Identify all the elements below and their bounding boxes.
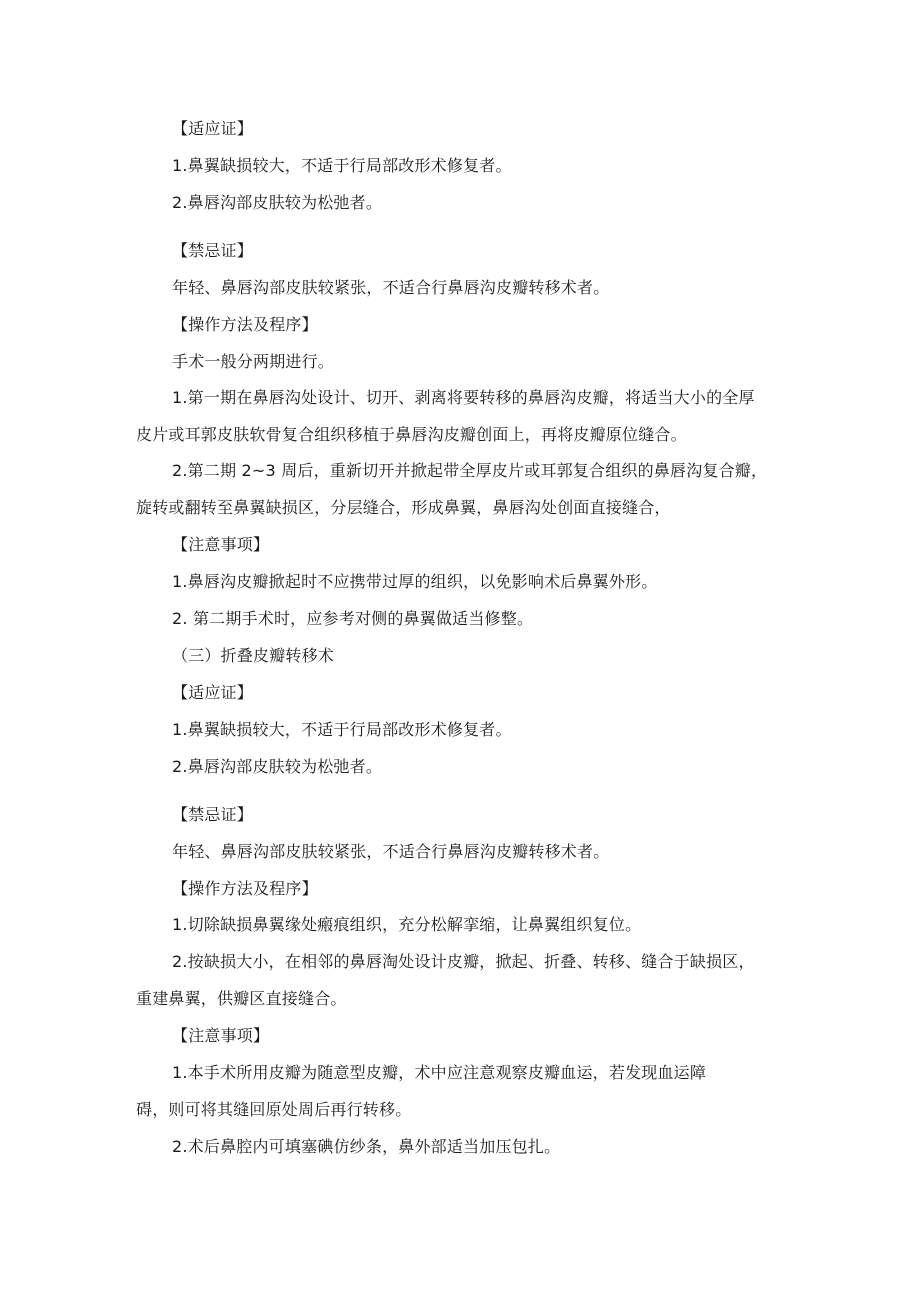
procedure-heading: 【操作方法及程序】 xyxy=(172,879,318,898)
section-title: （三）折叠皮瓣转移术 xyxy=(172,646,335,665)
contraindications-text: 年轻、鼻唇沟部皮肤较紧张，不适合行鼻唇沟皮瓣转移术者。 xyxy=(172,842,610,861)
contraindications-heading: 【禁忌证】 xyxy=(172,241,254,260)
notes-item-2: 2. 第二期手术时，应参考对侧的鼻翼做适当修整。 xyxy=(172,609,534,628)
indications-item-2: 2.鼻唇沟部皮肤较为松弛者。 xyxy=(172,193,383,212)
notes-item-1-line-1: 1.本手术所用皮瓣为随意型皮瓣，术中应注意观察皮瓣血运，若发现血运障 xyxy=(172,1063,707,1082)
contraindications-heading: 【禁忌证】 xyxy=(172,805,254,824)
procedure-item-2-line-1: 2.按缺损大小，在相邻的鼻唇淘处设计皮瓣，掀起、折叠、转移、缝合于缺损区， xyxy=(172,952,755,971)
indications-heading: 【适应证】 xyxy=(172,119,254,138)
procedure-heading: 【操作方法及程序】 xyxy=(172,315,318,334)
notes-heading: 【注意事项】 xyxy=(172,1026,270,1045)
notes-item-1-line-2: 碍，则可将其缝回原处周后再行转移。 xyxy=(136,1100,412,1119)
procedure-item-2-line-1: 2.第二期 2~3 周后，重新切开并掀起带全厚皮片或耳郭复合组织的鼻唇沟复合瓣， xyxy=(172,461,768,480)
indications-item-2: 2.鼻唇沟部皮肤较为松弛者。 xyxy=(172,757,383,776)
notes-item-2: 2.术后鼻腔内可填塞碘仿纱条，鼻外部适当加压包扎。 xyxy=(172,1137,561,1156)
notes-heading: 【注意事项】 xyxy=(172,535,270,554)
procedure-intro: 手术一般分两期进行。 xyxy=(172,352,335,371)
procedure-item-1: 1.切除缺损鼻翼缘处瘢痕组织，充分松解挛缩，让鼻翼组织复位。 xyxy=(172,915,642,934)
procedure-item-1-line-1: 1.第一期在鼻唇沟处设计、切开、剥离将要转移的鼻唇沟皮瓣，将适当大小的全厚 xyxy=(172,388,755,407)
contraindications-text: 年轻、鼻唇沟部皮肤较紧张，不适合行鼻唇沟皮瓣转移术者。 xyxy=(172,278,610,297)
notes-item-1: 1.鼻唇沟皮瓣掀起时不应携带过厚的组织，以免影响术后鼻翼外形。 xyxy=(172,572,658,591)
procedure-item-2-line-2: 重建鼻翼，供瓣区直接缝合。 xyxy=(136,989,347,1008)
procedure-item-2-line-2: 旋转或翻转至鼻翼缺损区，分层缝合，形成鼻翼，鼻唇沟处创面直接缝合， xyxy=(136,498,671,517)
indications-heading: 【适应证】 xyxy=(172,683,254,702)
procedure-item-1-line-2: 皮片或耳郭皮肤软骨复合组织移植于鼻唇沟皮瓣创面上，再将皮瓣原位缝合。 xyxy=(136,425,687,444)
indications-item-1: 1.鼻翼缺损较大，不适于行局部改形术修复者。 xyxy=(172,156,512,175)
indications-item-1: 1.鼻翼缺损较大，不适于行局部改形术修复者。 xyxy=(172,720,512,739)
